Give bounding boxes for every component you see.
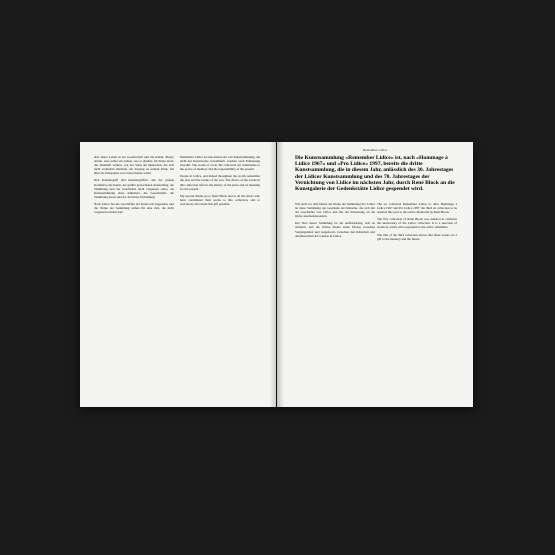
paragraph: Wie auch vor drei Jahren die Werke der Sammlung Pro Lidice ist diese Sammlung ein Geschenk der Künstler, die sich mit der Geschichte von Lidice und mit der Erinnerung an die Opfer auseinandersetzen. [295,202,375,219]
paragraph: My special thanks go to René Block and to all the artists who have contributed their works to this collection, and to everybody who made this gift possible. [180,193,260,206]
paragraph: Der Titel dieser Sammlung ist die Aufforderung, sich zu erinnern, und die Werke bilden einen Dialog zwischen Vergangenheit und Gegenwart, zwischen den Künstlern und den Besuchern der Galerie in Lidice. [295,221,375,238]
right-page-column-2 [377,202,457,392]
paragraph: The art collection Remember Lidice is, after Hommage à Lidice 1967 and Pro Lidice 1997, the third art collection to be donated this year to the Lidice Memorial by René Block. [377,202,457,215]
left-page-column-2 [180,155,260,395]
paragraph: Nach Lidice hat die Geschichte der Kunst erst begonnen, und die Werke der Sammlung stehen für eine Zeit, die nicht vergessen werden darf. [94,201,174,215]
left-page-column-1 [94,155,174,395]
paragraph: Den Kunstbegriff und Kunstbegriffen, den der großen Kollektive der Kunst, der größer gewordenen Ausstellung, der Sammlung und der Geschichte nicht vergessen sollte, die Kunstsammlung eines Künstlers, die Gesellschaft, die Sammlung dieser und der Zeit ihrer Entstehung. [94,178,174,199]
paragraph: Remember Lidice ist eine andere Art von Kunstsammlung, die nicht nur Kunstwerke versammelt, sondern auch Erinnerung bewahrt. The works of art in this collection are testimonies to the power of memory and the responsibility of the present. [180,155,260,172]
lead-paragraph: Die Kunstsammlung »Remember Lidice« ist, nach »Hommage à Lidice 1967« und »Pro Lidice« 1997, bereits die dritte Kunstsammlung, die in diesem Jahr, anlässlich des 30. Jahrestages der Lidicer Kunstsammlung und des 70. Jahrestages der Vernichtung von Lidice im nächsten Jahr, durch René Block an die Kunstgalerie der Gedenkstätte Lidice gespendet wird. [295,155,455,193]
paragraph: aber unser Leben in der Gesellschaft und die Kultur. Beuys' Arbeit, eine seiner ein zelnen, wie er glaubte, im Sinne derer, die dauerhaft wirken, von der Stadt der Menschen, die sich nicht verändern möchten, der Zugang zu seinem Werk, das über die Zeitspanne von Lidice hinaus reicht. [94,155,174,176]
paragraph: People in Lidice, and indeed throughout the world, remember the past and the events of the war. The choice of the works in this collection reflects the history of the place and its meaning for the present. [180,174,260,191]
running-header: Remember Lidice [362,148,388,152]
open-book-spread [80,142,473,407]
right-page-column-1 [295,202,375,392]
left-page [80,142,276,407]
paragraph: The first collection of René Block was donated to celebrate the anniversary of the Lidice collection. It is a selection of works by artists who responded to the call to remember. [377,217,457,230]
paragraph: The title of the third collection shows that these works are a gift to the memory and the future. [377,232,457,241]
right-page [277,142,473,407]
